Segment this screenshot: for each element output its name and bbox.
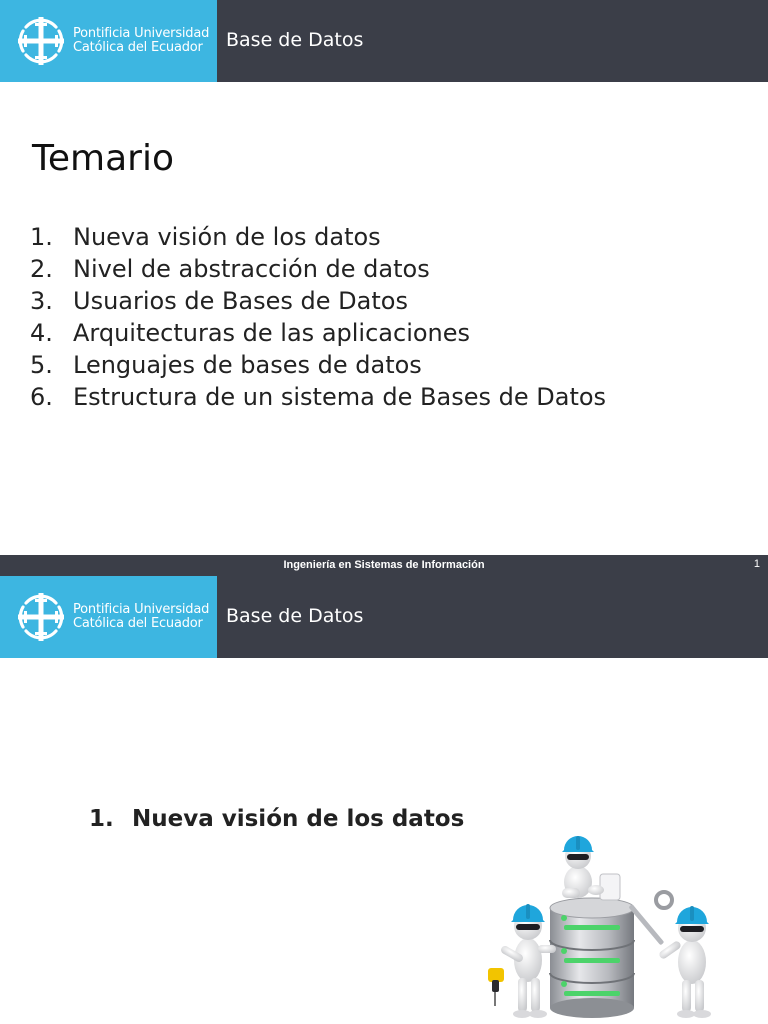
topic-number: 6.	[30, 383, 53, 411]
course-title: Base de Datos	[226, 29, 364, 51]
university-name-line1: Pontificia Universidad	[73, 26, 210, 41]
topic-number: 3.	[30, 287, 53, 315]
topic-item	[30, 381, 606, 413]
university-emblem-icon	[14, 589, 68, 645]
slide-2	[0, 576, 768, 1024]
topic-list	[30, 221, 606, 413]
slide-header	[0, 0, 768, 82]
university-logo	[0, 0, 217, 82]
university-logo	[0, 576, 217, 658]
worker-top	[562, 836, 620, 900]
server-stack	[550, 898, 634, 1018]
database-workers-illustration-icon	[478, 800, 724, 1024]
university-name-line1: Pontificia Universidad	[73, 602, 210, 617]
topic-text: Lenguajes de bases de datos	[73, 351, 422, 379]
section-heading	[89, 806, 464, 832]
university-name-line2: Católica del Ecuador	[73, 40, 203, 55]
topic-item	[30, 221, 606, 253]
topic-item	[30, 317, 606, 349]
topic-item	[30, 349, 606, 381]
university-name	[73, 27, 209, 55]
topic-item	[30, 253, 606, 285]
footer-text: Ingeniería en Sistemas de Información	[283, 559, 485, 571]
section-text: Nueva visión de los datos	[132, 806, 465, 832]
university-name-line2: Católica del Ecuador	[73, 616, 203, 631]
slide-header	[0, 576, 768, 658]
university-emblem-icon	[14, 13, 68, 69]
topic-number: 4.	[30, 319, 53, 347]
university-name	[73, 603, 209, 631]
topic-item	[30, 285, 606, 317]
topic-text: Nueva visión de los datos	[73, 223, 381, 251]
worker-left	[488, 904, 556, 1018]
worker-right	[628, 892, 711, 1018]
topic-text: Usuarios de Bases de Datos	[73, 287, 408, 315]
section-number: 1.	[89, 806, 114, 832]
topic-text: Nivel de abstracción de datos	[73, 255, 430, 283]
page-number: 1	[753, 558, 760, 570]
topic-number: 1.	[30, 223, 53, 251]
slide-title: Temario	[32, 138, 174, 179]
topic-number: 2.	[30, 255, 53, 283]
slide-footer	[0, 555, 768, 576]
topic-number: 5.	[30, 351, 53, 379]
course-title: Base de Datos	[226, 605, 364, 627]
topic-text: Estructura de un sistema de Bases de Datos	[73, 383, 607, 411]
topic-text: Arquitecturas de las aplicaciones	[73, 319, 471, 347]
